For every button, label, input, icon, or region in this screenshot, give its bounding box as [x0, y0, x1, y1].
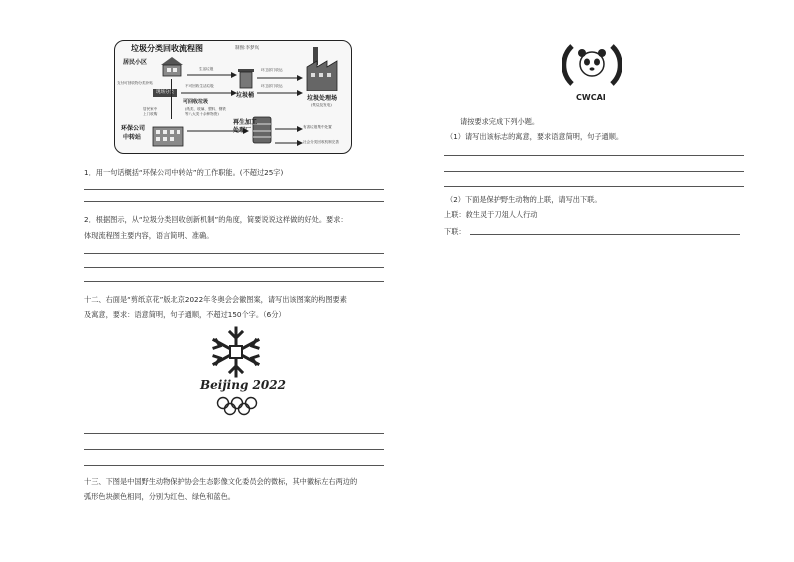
arrow-right-icon [181, 89, 237, 97]
reprocess-label: 再生加工 [233, 119, 258, 126]
recyclable-label: 可回收垃圾 [183, 99, 209, 105]
right-note-1: 有害垃圾集中处置 [303, 125, 332, 129]
resident-note-2: 上门收购 [143, 112, 158, 116]
transfer-station-label: 中转站 [123, 134, 142, 141]
answer-line[interactable] [84, 253, 384, 254]
factory-icon [305, 47, 345, 91]
right-note-2: 社会分类回收机制完善 [303, 140, 339, 144]
house-icon [159, 55, 185, 77]
question-2-line-1: 2．根据图示，从“垃圾分类回收创新机制”的角度，简要说说这样做的好处。要求： [84, 215, 348, 224]
question-12-line-1: 十二、右面是“剪纸京花”版北京2022年冬奥会会徽图案，请写出该图案的构图要素 [84, 295, 347, 304]
env-transport-label: 环卫部门收运 [261, 84, 283, 88]
right-question-1: （1）请写出该标志的寓意，要求语意简明，句子通顺。 [446, 132, 624, 141]
question-2-line-2: 体现流程图主要内容，语言简明、准确。 [84, 231, 214, 240]
arrow-right-icon [257, 74, 303, 82]
answer-line[interactable] [84, 281, 384, 282]
couplet-upper: 上联：救生灵于刀俎人人行动 [444, 210, 538, 219]
answer-line[interactable] [84, 267, 384, 268]
answer-line[interactable] [84, 449, 384, 450]
right-intro: 请按要求完成下列小题。 [460, 117, 540, 126]
arrow-right-icon [275, 139, 303, 147]
plant-note: (焚烧及发电) [311, 103, 332, 107]
arrow-right-icon [187, 71, 237, 79]
residential-note: 支付可回收物分类补贴 [117, 81, 153, 85]
residential-label: 居民小区 [123, 59, 148, 66]
cwcai-panda-logo-icon [562, 38, 622, 88]
sort-line-label: 生活垃圾 [199, 67, 214, 71]
answer-line[interactable] [84, 201, 384, 202]
question-12-line-2: 及寓意，要求：语意简明，句子通顺，不超过150个字。（6分） [84, 310, 286, 319]
answer-line[interactable] [444, 171, 744, 172]
nonrecyclable-label: 不可回收生活垃圾 [185, 84, 214, 88]
flowchart-author: 制图:李梦岚 [235, 46, 260, 51]
env-collect-label: 环卫部门收运 [261, 68, 283, 72]
arrow-right-icon [257, 89, 303, 97]
question-1: 1．用一句话概括“环保公司中转站”的工作职能。(不超过25字) [84, 168, 284, 177]
factory-label: 处理厂 [233, 127, 252, 134]
couplet-answer-line[interactable] [470, 234, 740, 235]
answer-line[interactable] [84, 433, 384, 434]
resident-note-1: 居民家中 [143, 107, 158, 111]
question-13-line-1: 十三、下图是中国野生动物保护协会生态影像文化委员会的微标，其中徽标左右两边的 [84, 477, 358, 486]
flowchart-title: 垃圾分类回收流程图 [131, 44, 203, 53]
trash-bin-icon [237, 67, 255, 89]
recyclable-types: (纸类、玻璃、塑料、钢铁 [185, 107, 226, 111]
arrow-right-icon [275, 125, 303, 133]
beijing-2022-wordmark: Beijing 2022 [200, 378, 286, 392]
plant-label: 垃圾处理场 [307, 95, 338, 102]
answer-line[interactable] [84, 465, 384, 466]
answer-line[interactable] [84, 189, 384, 190]
cwcai-wordmark: CWCAI [576, 93, 606, 102]
couplet-lower-label: 下联： [444, 227, 466, 236]
snowflake-emblem-icon [206, 324, 266, 380]
onsite-sorting-badge: 现场分类 [153, 89, 177, 97]
bin-label: 垃圾桶 [236, 92, 255, 99]
recyclable-types-2: 等八大类十余种物资) [185, 112, 219, 116]
company-label: 环保公司 [121, 125, 146, 132]
question-13-line-2: 弧形色块颜色相同，分别为红色、绿色和蓝色。 [84, 492, 235, 501]
answer-line[interactable] [444, 155, 744, 156]
olympic-rings-icon [216, 396, 260, 416]
recycling-flowchart [114, 40, 352, 154]
answer-line[interactable] [444, 186, 744, 187]
building-icon [151, 121, 185, 147]
right-question-2: （2）下面是保护野生动物的上联，请写出下联。 [446, 195, 602, 204]
